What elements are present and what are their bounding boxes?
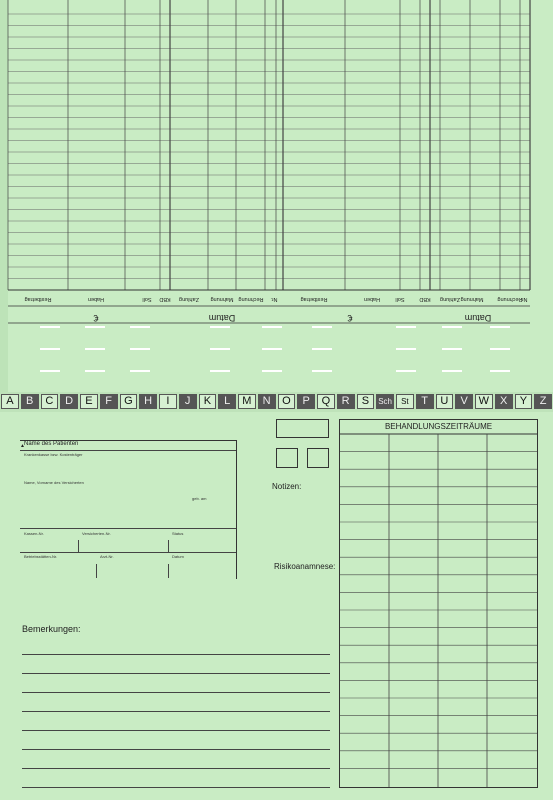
bemerkungen-line [22,692,330,693]
alphabet-tab[interactable]: Q [317,394,335,409]
ledger-left-col-header: Haben [87,296,105,302]
ledger-dash [312,348,332,350]
alphabet-tab[interactable]: M [238,394,256,409]
ledger-dash [490,370,510,372]
geb-label: geb. am [192,496,207,501]
ledger-dash [40,370,60,372]
alphabet-tab[interactable]: T [416,394,434,409]
ledger-right-col-header: KBD [419,296,431,302]
ledger-dash [312,370,332,372]
versicherten-nr-label: Versicherten-Nr. [82,531,111,536]
risikoanamnese-label: Risikoanamnese: [274,562,336,571]
alphabet-tab[interactable]: Z [534,394,552,409]
alphabet-tab[interactable]: R [337,394,355,409]
kasse-label: Krankenkasse bzw. Kostenträger [24,452,83,457]
behandlung-grid [340,420,537,787]
ledger-right-col-header: Restbetrag [300,296,328,302]
bemerkungen-line [22,711,330,712]
form-divider [168,564,169,578]
status-label: Status [172,531,184,536]
alphabet-tab[interactable]: B [21,394,39,409]
ledger-left-strip [0,0,8,395]
form-divider [96,564,97,578]
ledger-dash [130,348,150,350]
bemerkungen-line [22,673,330,674]
alphabet-tab[interactable]: G [120,394,138,409]
alphabet-tab[interactable]: Y [515,394,533,409]
ledger-right-col-header: Haben [363,296,381,302]
alphabet-tab[interactable]: L [218,394,236,409]
ledger-right-col-header: Nr. [520,296,528,302]
alphabet-tab[interactable]: P [297,394,315,409]
patient-name-bullet: ▲ [20,443,25,449]
bemerkungen-line [22,654,330,655]
form-line [20,552,236,553]
ledger-dash [442,348,462,350]
ledger-left-euro: € [93,313,99,323]
bemerkungen-line [22,730,330,731]
alphabet-tab[interactable]: A [1,394,19,409]
ledger-dash [312,326,332,328]
alphabet-tab[interactable]: E [80,394,98,409]
form-line [20,528,236,529]
ledger-dash [130,326,150,328]
ledger-dash [262,326,282,328]
patient-name-title: Name des Patienten [24,441,79,447]
ledger-dash [85,348,105,350]
bemerkungen-line [22,768,330,769]
bemerkungen-line [22,787,330,788]
ledger-dash [40,348,60,350]
ledger-dash [210,326,230,328]
alphabet-tab[interactable]: I [159,394,177,409]
alphabet-tab[interactable]: F [100,394,118,409]
alphabet-tab[interactable]: V [455,394,473,409]
ledger-dash [442,370,462,372]
ledger-dash [85,326,105,328]
ledger-right-col-header: Soll [395,296,405,302]
ledger-right-col-header: Rechnung [497,296,523,302]
bemerkungen-line [22,749,330,750]
alphabet-tab[interactable]: C [41,394,59,409]
ledger-left-col-header: KBD [159,296,171,302]
form-divider [168,540,169,552]
ledger-left-col-header: Zahlung [179,296,199,302]
alphabet-tab[interactable]: S [357,394,375,409]
alphabet-tab[interactable]: J [179,394,197,409]
datum-label: Datum [172,554,184,559]
ledger-dash [210,348,230,350]
ledger-dash [442,326,462,328]
small-box-right [307,448,329,468]
ledger-left-col-header: Restbetrag [24,296,52,302]
alphabet-tab[interactable]: U [436,394,454,409]
alphabet-tab[interactable]: Sch [376,394,394,409]
ledger-dash [490,326,510,328]
ledger-right-euro: € [347,313,353,323]
notizen-label: Notizen: [272,482,302,491]
ledger-right-col-header: Mahnung [460,296,484,302]
patient-form [20,440,236,578]
ledger-dash [396,370,416,372]
ledger-dash [130,370,150,372]
ledger-right-datum: Datum [464,313,492,323]
behandlung-table [339,419,538,788]
versicherter-name-label: Name, Vorname des Versicherten [24,480,84,485]
bemerkungen-label: Bemerkungen: [22,624,81,634]
behandlung-title: BEHANDLUNGSZEITRÄUME [384,422,493,431]
betriebsstaetten-nr-label: Betriebsstätten-Nr. [24,554,58,559]
ledger-dash [40,326,60,328]
top-box [276,419,329,438]
alphabet-tab[interactable]: St [396,394,414,409]
alphabet-tab[interactable]: K [199,394,217,409]
ledger-left-datum: Datum [208,313,236,323]
ledger-dash [262,370,282,372]
alphabet-tab[interactable]: D [60,394,78,409]
kassen-nr-label: Kassen-Nr. [24,531,44,536]
ledger-dash [210,370,230,372]
ledger-dash [396,326,416,328]
form-line [20,450,236,451]
alphabet-tab[interactable]: O [278,394,296,409]
small-box-left [276,448,298,468]
ledger-right-col-header: Zahlung [440,296,460,302]
alphabet-tab[interactable]: W [475,394,493,409]
ledger-left-col-header: Nr. [270,296,278,302]
ledger-left-col-header: Rechnung [238,296,264,302]
ledger-grid [0,0,553,395]
alphabet-tab[interactable]: X [495,394,513,409]
arzt-nr-label: Arzt-Nr. [100,554,114,559]
ledger-dash [490,348,510,350]
ledger-left-col-header: Mahnung [210,296,234,302]
ledger-left-col-header: Soll [142,296,152,302]
ledger-dash [262,348,282,350]
ledger-dash [85,370,105,372]
form-divider [78,540,79,552]
ledger-dash [396,348,416,350]
alphabet-tab[interactable]: N [258,394,276,409]
alphabet-tab[interactable]: H [139,394,157,409]
